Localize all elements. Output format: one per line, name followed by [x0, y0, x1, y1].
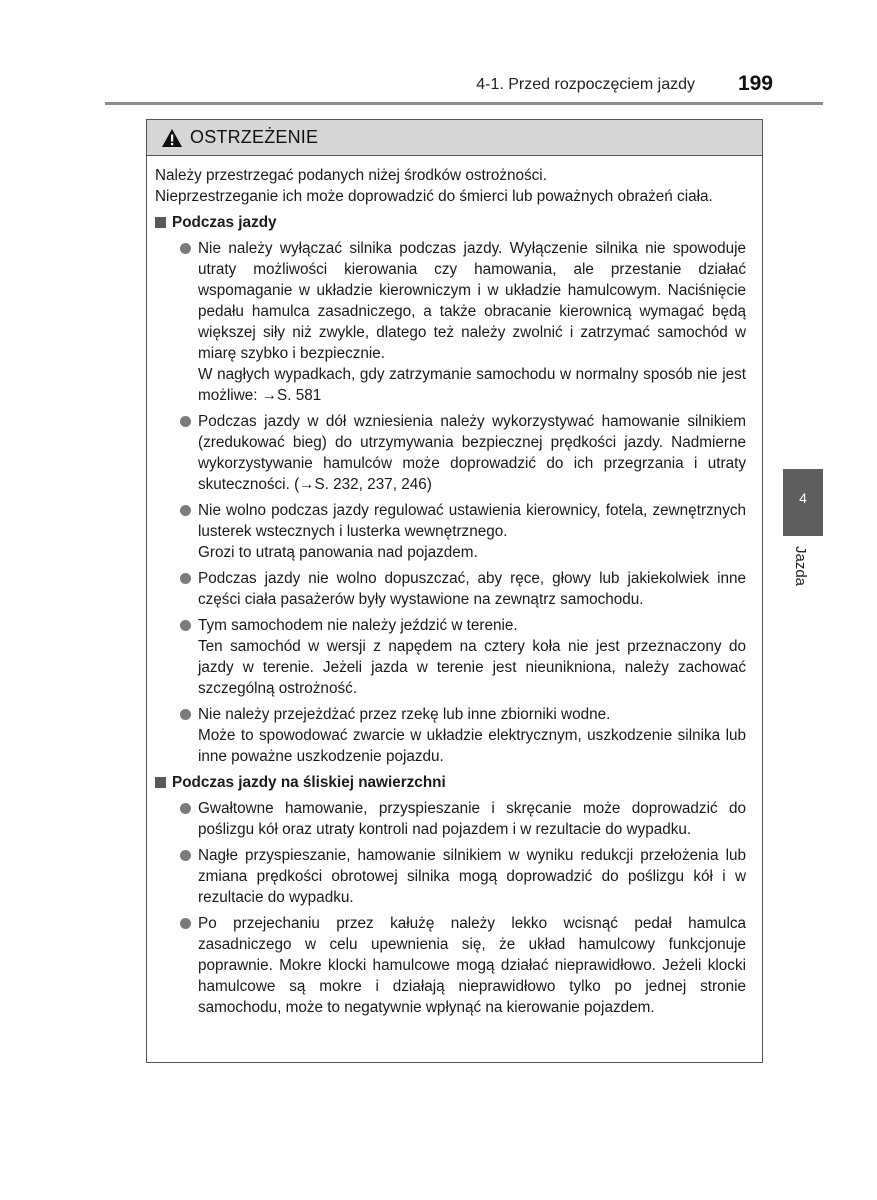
list-item-text: Nagłe przyspieszanie, hamowanie silnikiem w wyniku redukcji przełożenia lub zmiana prędkości obrotowej silnika mogą doprowadzić do poślizgu kół i w rezultacie do wypadku.	[198, 847, 746, 906]
list-item	[180, 411, 746, 495]
section-heading	[155, 212, 746, 233]
list-item-text: Tym samochodem nie należy jeździć w terenie.	[198, 617, 518, 634]
warning-title: OSTRZEŻENIE	[190, 127, 319, 147]
warning-box	[146, 119, 763, 1063]
chapter-number: 4	[799, 490, 807, 506]
list-item	[180, 615, 746, 699]
bullet-list	[155, 238, 746, 767]
header-divider	[105, 102, 823, 105]
section-heading-text: Podczas jazdy na śliskiej nawierzchni	[172, 774, 446, 791]
list-item-text: Podczas jazdy w dół wzniesienia należy wykorzystywać hamowanie silnikiem (zredukować bieg) do utrzymywania bezpiecznej prędkości jazdy. Nadmierne wykorzystywanie hamulców może doprowadzić do ich przegrzania i utraty skuteczności. (→S. 232, 237, 246)	[198, 413, 746, 493]
intro-line: Należy przestrzegać podanych niżej środków ostrożności.	[155, 167, 547, 184]
chapter-label: Jazda	[792, 546, 809, 587]
warning-content	[147, 156, 762, 1018]
list-item-text: Grozi to utratą panowania nad pojazdem.	[198, 544, 478, 561]
list-item-text: Po przejechaniu przez kałużę należy lekko wcisnąć pedał hamulca zasadniczego w celu upewnienia się, że układ hamulcowy funkcjonuje poprawnie. Mokre klocki hamulcowe mogą działać nieprawidłowo. Jeżeli klocki hamulcowe są mokre i działają nieprawidłowo tylko po jednej stronie samochodu, może to negatywnie wpłynąć na kierowanie pojazdem.	[198, 915, 746, 1016]
intro-line: Nieprzestrzeganie ich może doprowadzić do śmierci lub poważnych obrażeń ciała.	[155, 188, 713, 205]
list-item-text: Nie należy przejeżdżać przez rzekę lub inne zbiorniki wodne.	[198, 706, 611, 723]
list-item-text: Podczas jazdy nie wolno dopuszczać, aby ręce, głowy lub jakiekolwiek inne części ciała pasażerów były wystawione na zewnątrz samochodu.	[198, 570, 746, 608]
list-item	[180, 500, 746, 563]
list-item-text: Nie wolno podczas jazdy regulować ustawienia kierownicy, fotela, zewnętrznych lusterek wstecznych i lusterka wewnętrznego.	[198, 502, 746, 540]
warning-header	[147, 120, 762, 156]
section-heading-text: Podczas jazdy	[172, 214, 277, 231]
list-item-text: Ten samochód w wersji z napędem na cztery koła nie jest przeznaczony do jazdy w terenie. Jeżeli jazda w terenie jest nieunikniona, należy zachować szczególną ostrożność.	[198, 638, 746, 697]
list-item	[180, 845, 746, 908]
warning-triangle-icon	[161, 128, 183, 148]
list-item	[180, 798, 746, 840]
warning-sections	[155, 212, 746, 1018]
bullet-list	[155, 798, 746, 1018]
page-number: 199	[737, 72, 773, 95]
square-bullet-icon	[155, 217, 166, 228]
list-item-text: Nie należy wyłączać silnika podczas jazdy. Wyłączenie silnika nie spowoduje utraty możliwości kierowania czy hamowania, ale przestanie działać wspomaganie w układzie kierowniczym i w układzie hamulcowym. Naciśnięcie pedału hamulca zasadniczego, a także obracanie kierownicą wymagać będą większej siły niż zwykle, dlatego też należy zwolnić i zatrzymać samochód w miarę szybko i bezpiecznie.	[198, 240, 746, 362]
chapter-tab	[783, 469, 823, 536]
warning-intro	[155, 165, 746, 207]
list-item-text: Gwałtowne hamowanie, przyspieszanie i skręcanie może doprowadzić do poślizgu kół oraz utraty kontroli nad pojazdem i w rezultacie do wypadku.	[198, 800, 746, 838]
list-item	[180, 704, 746, 767]
list-item	[180, 568, 746, 610]
section-title: 4-1. Przed rozpoczęciem jazdy	[476, 76, 695, 93]
list-item-text: W nagłych wypadkach, gdy zatrzymanie samochodu w normalny sposób nie jest możliwe: →S. 581	[198, 366, 746, 404]
section-heading	[155, 772, 746, 793]
list-item	[180, 913, 746, 1018]
list-item	[180, 238, 746, 406]
list-item-text: Może to spowodować zwarcie w układzie elektrycznym, uszkodzenie silnika lub inne poważne uszkodzenie pojazdu.	[198, 727, 746, 765]
square-bullet-icon	[155, 777, 166, 788]
